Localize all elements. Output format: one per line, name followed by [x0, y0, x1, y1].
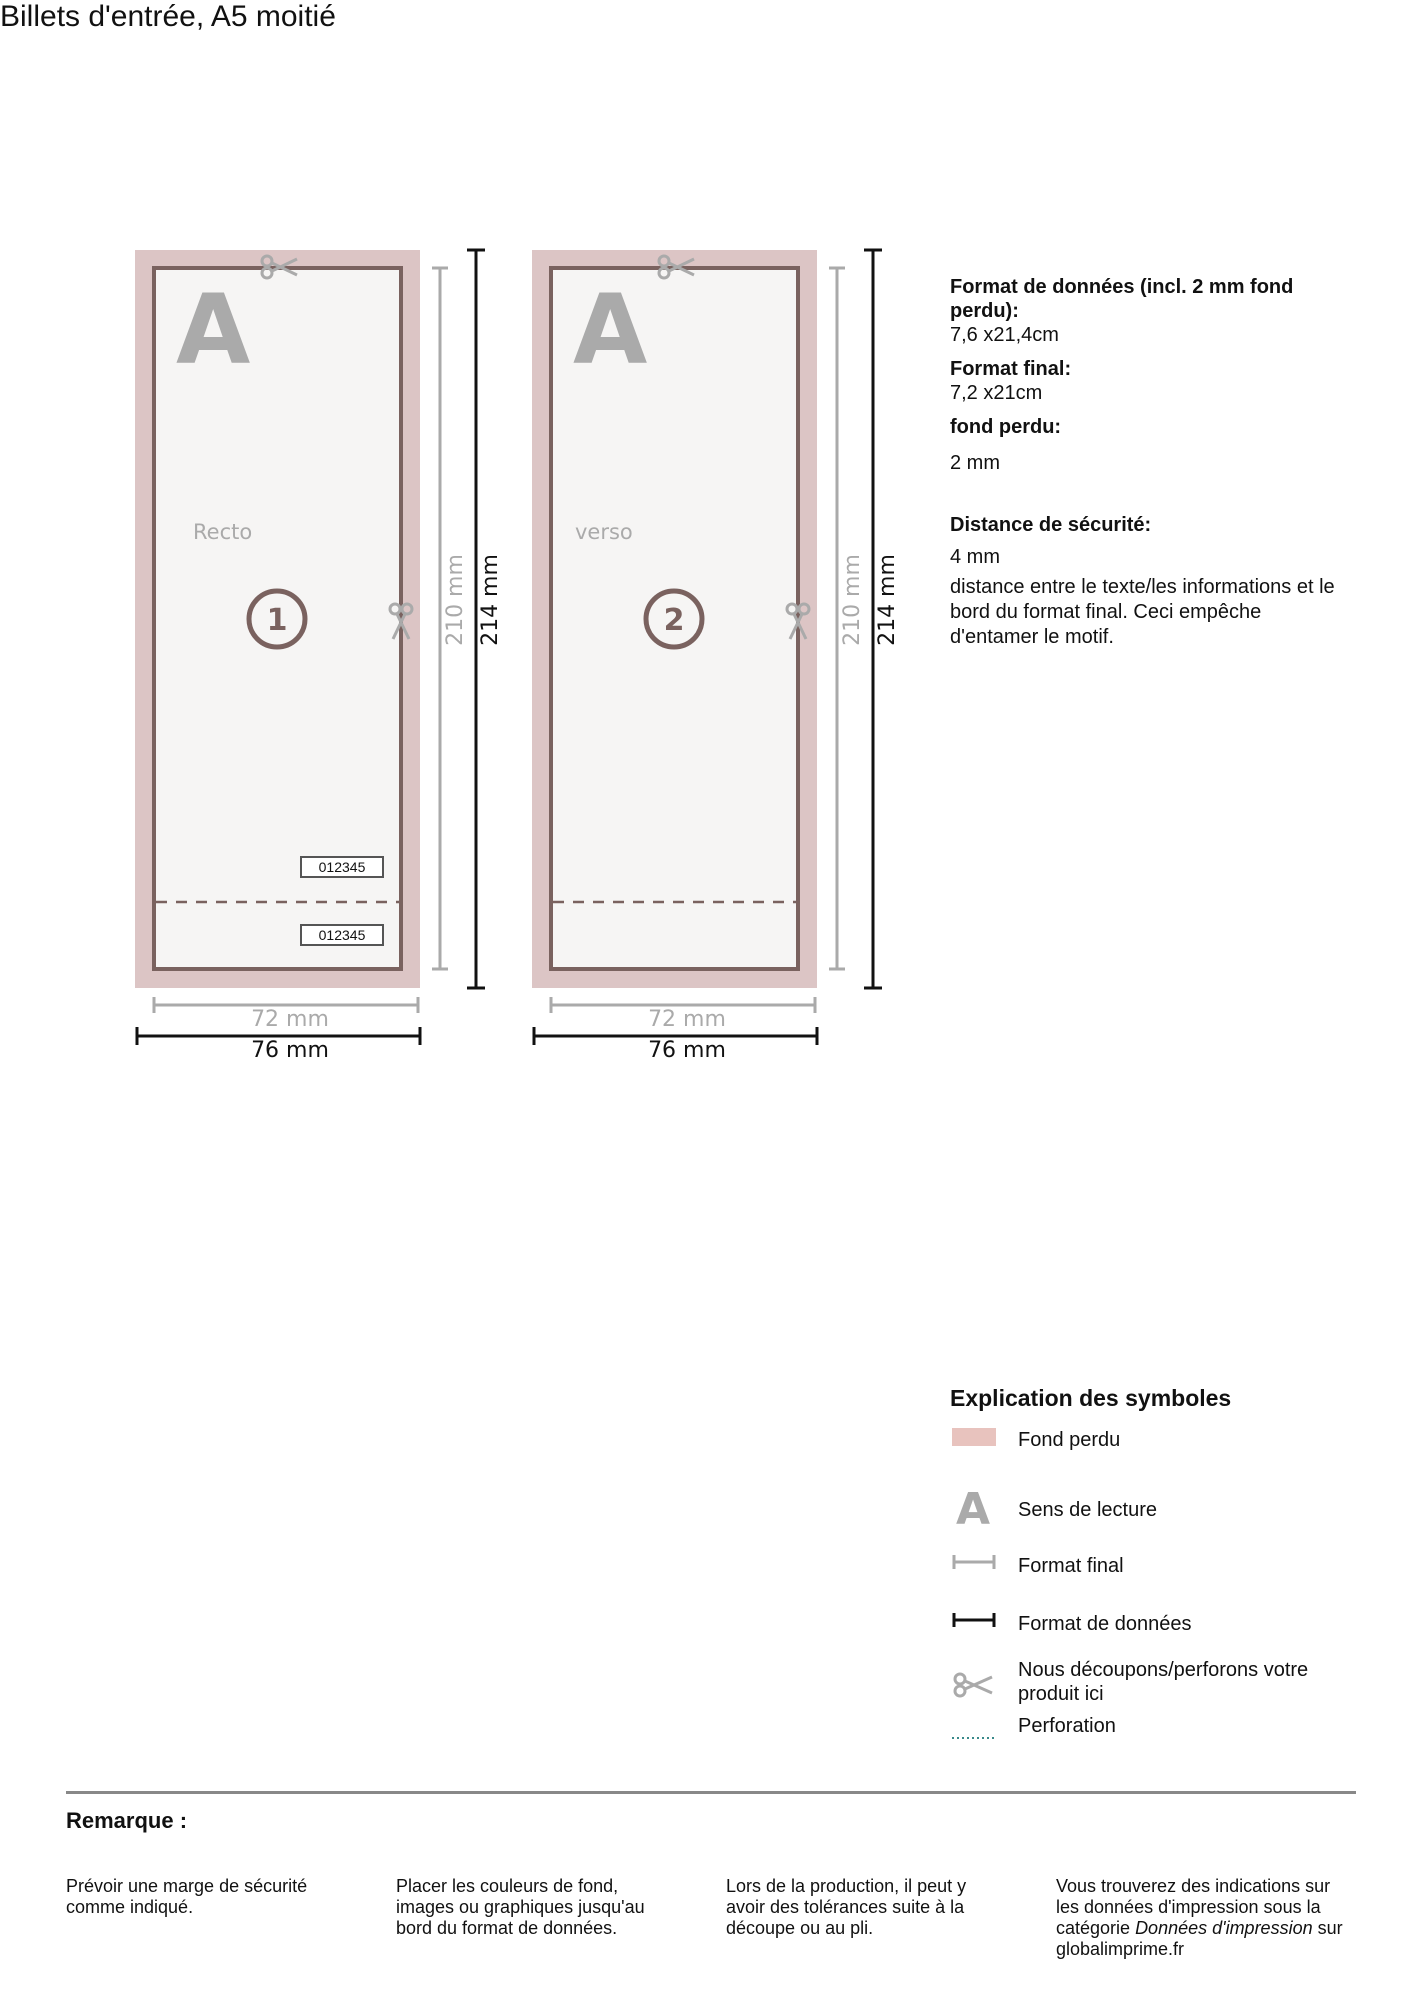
- bleed-value: 2 mm: [950, 452, 1000, 474]
- final-width-label: 72 mm: [251, 1007, 329, 1032]
- data-width-label: 76 mm: [648, 1038, 726, 1063]
- legend-item-reading: [950, 1484, 1370, 1542]
- final-format-label: Format final:: [950, 358, 1072, 380]
- legend-label: Perforation: [1018, 1715, 1116, 1737]
- bleed-swatch-icon: [950, 1426, 996, 1466]
- legend-label: Format de données: [1018, 1613, 1192, 1635]
- final-width-label: 72 mm: [648, 1007, 726, 1032]
- legend-item-perforation: [950, 1714, 1370, 1772]
- data-format-value: 7,6 x21,4cm: [950, 324, 1059, 346]
- final-format-icon: [950, 1542, 996, 1582]
- symbol-legend: [950, 1385, 1370, 1772]
- legend-item-bleed: [950, 1426, 1370, 1484]
- reading-direction-letter: A: [176, 274, 251, 386]
- legend-item-data-format: [950, 1600, 1370, 1658]
- data-height-label: 214 mm: [875, 554, 900, 646]
- legend-label: Nous découpons/perforons votre produit ici: [1018, 1659, 1309, 1705]
- remark-text: Vous trouverez des indications sur les données d'impression sous la catégorie: [1056, 1876, 1331, 1938]
- remark-tolerances: Lors de la production, il peut y avoir des tolérances suite à la découpe ou au pli.: [726, 1876, 967, 1938]
- legend-item-final-format: [950, 1542, 1370, 1600]
- safety-value: 4 mm: [950, 546, 1000, 568]
- format-specs: [950, 275, 1350, 650]
- data-height-dimension: [467, 250, 503, 988]
- data-format-icon: [950, 1600, 996, 1640]
- print-data-category: Données d'impression: [1135, 1918, 1313, 1938]
- final-width-dimension: [551, 997, 815, 1032]
- data-width-dimension: [534, 1027, 817, 1063]
- safety-label: Distance de sécurité:: [950, 514, 1152, 536]
- serial-number-top: 012345: [318, 859, 366, 875]
- legend-item-scissors: [950, 1658, 1370, 1714]
- perforation-icon: [950, 1714, 996, 1754]
- remark-background-colors: Placer les couleurs de fond, images ou graphiques jusqu'au bord du format de données.: [396, 1876, 645, 1938]
- remark-text: sur globalimprime.fr: [1056, 1918, 1343, 1959]
- safety-description: distance entre le texte/les informations et le bord du format final. Ceci empêche d'entamer le motif.: [950, 576, 1335, 648]
- panel-recto: [135, 250, 503, 1063]
- final-format-value: 7,2 x21cm: [950, 382, 1043, 404]
- data-height-dimension: [864, 250, 900, 988]
- final-height-dimension: [432, 268, 468, 969]
- remark-print-data-info: [1056, 1876, 1356, 1960]
- legend-label: Sens de lecture: [1018, 1499, 1157, 1521]
- side-number: 1: [266, 603, 288, 638]
- final-height-dimension: [829, 268, 865, 969]
- svg-text:A: A: [955, 1484, 991, 1530]
- data-height-label: 214 mm: [478, 554, 503, 646]
- data-width-dimension: [137, 1027, 420, 1063]
- divider: [66, 1791, 1356, 1794]
- final-width-dimension: [154, 997, 418, 1032]
- reading-direction-icon: [950, 1484, 996, 1530]
- data-format-label: Format de données (incl. 2 mm fond perdu):: [950, 276, 1294, 322]
- scissors-icon: [950, 1666, 996, 1706]
- page-title: Billets d'entrée, A5 moitié: [0, 0, 336, 33]
- side-label: verso: [575, 520, 633, 544]
- legend-label: Fond perdu: [1018, 1429, 1121, 1451]
- side-number: 2: [663, 603, 685, 638]
- remark-safety-margin: Prévoir une marge de sécurité comme indiqué.: [66, 1876, 308, 1917]
- legend-title: Explication des symboles: [950, 1385, 1232, 1411]
- panel-verso: [532, 250, 900, 1063]
- remark-title: Remarque :: [66, 1808, 188, 1833]
- side-label: Recto: [193, 520, 253, 544]
- final-height-label: 210 mm: [443, 554, 468, 646]
- legend-label: Format final: [1018, 1555, 1124, 1577]
- serial-number-bottom: 012345: [318, 927, 366, 943]
- final-height-label: 210 mm: [840, 554, 865, 646]
- bleed-label: fond perdu:: [950, 416, 1062, 438]
- reading-direction-letter: A: [573, 274, 648, 386]
- data-width-label: 76 mm: [251, 1038, 329, 1063]
